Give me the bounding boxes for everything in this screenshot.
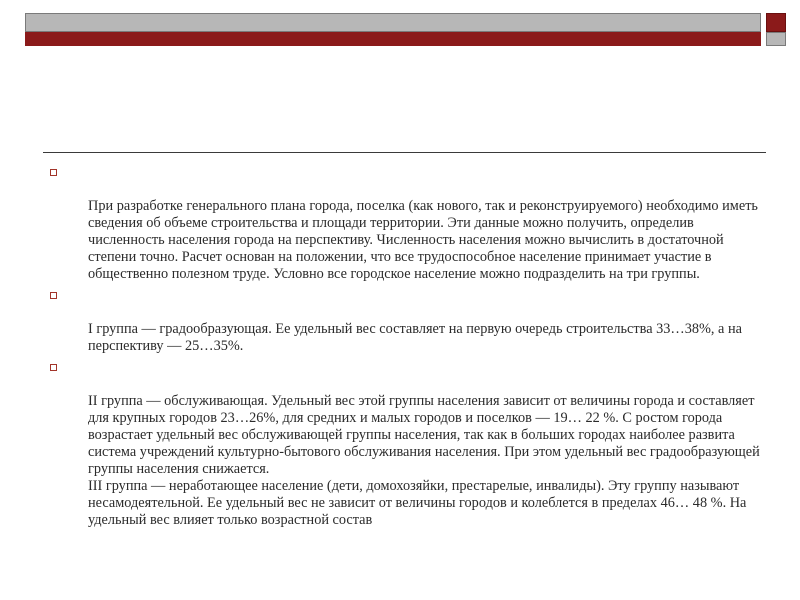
bullet-item-intro: [46, 164, 762, 283]
hollow-square-bullet-icon: [50, 364, 57, 371]
title-divider-line: [43, 152, 766, 153]
hollow-square-bullet-icon: [50, 292, 57, 299]
header-red-bar: [25, 32, 761, 46]
bullet-text: При разработке генерального плана города, поселка (как нового, так и реконструируемого) необходимо иметь сведения об объеме строительства и площади территории. Эти данные можно получить, определив численность населения города на перспективу. Численность населения можно вычислить в достаточной степени точно. Расчет основан на положении, что все трудоспособное население принимает участие в общественно полезном труде. Условно все городское население можно подразделить на три группы.: [88, 198, 758, 282]
bullet-item-group-2: [46, 359, 762, 529]
corner-gray-square: [766, 32, 786, 46]
hollow-square-bullet-icon: [50, 169, 57, 176]
bullet-text: I группа — градообразующая. Ее удельный вес составляет на первую очередь строительства 33…38%, а на перспективу — 25…35%.: [88, 321, 742, 354]
bullet-item-group-1: [46, 287, 762, 355]
header-gray-bar: [25, 13, 761, 32]
slide-body: [46, 164, 762, 533]
corner-red-square: [766, 13, 786, 32]
bullet-text: II группа — обслуживающая. Удельный вес этой группы населения зависит от величины города и составляет для крупных городов 23…26%, для средних и малых городов и поселков — 19… 22 %. С ростом города возрастает удельный вес обслуживающей группы населения, так как в больших городах наиболее развита система учреждений культурно-бытового обслуживания населения. При этом удельный вес градообразующей группы населения снижается. III группа — неработающее население (дети, домохозяйки, престарелые, инвалиды). Эту группу называют несамодеятельной. Ее удельный вес не зависит от величины городов и колеблется в пределах 46… 48 %. На удельный вес влияет только возрастной состав: [88, 393, 760, 528]
